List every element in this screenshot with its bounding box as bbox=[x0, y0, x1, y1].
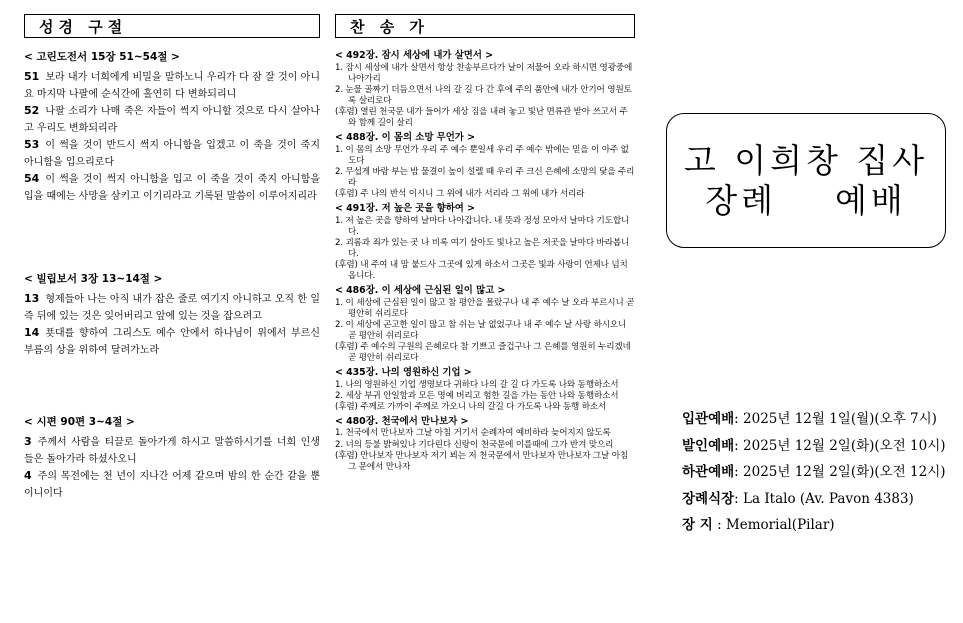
verse-text: 이 썩을 것이 반드시 썩지 아니함을 입겠고 이 죽을 것이 죽지 아니함을 입으리로다 bbox=[24, 140, 320, 168]
schedule-row bbox=[682, 433, 952, 460]
hymn-verse: 1. 저 높은 곳을 향하여 날마다 나아갑니다. 내 뜻과 정성 모아서 날마다 기도합니다. bbox=[335, 215, 630, 237]
verse-text: 나팔 소리가 나매 죽은 자들이 썩지 아니할 것으로 다시 살아나고 우리도 변화되리라 bbox=[24, 106, 320, 134]
scripture-reading-2 bbox=[24, 272, 320, 415]
scripture-reading-1 bbox=[24, 50, 320, 272]
verse-number: 3 bbox=[24, 435, 32, 448]
hymn bbox=[335, 416, 635, 473]
verse-text: 푯대를 향하여 그리스도 예수 안에서 하나님이 위에서 부르신 부름의 상을 위하여 달려가노라 bbox=[24, 328, 320, 356]
hymn-chorus: (후렴) 만나보자 만나보자 저기 뵈는 저 천국문에서 만나보자 만나보자 그날 아침 그 문에서 만나자 bbox=[335, 450, 629, 472]
schedule-label: 장 지 bbox=[682, 517, 713, 533]
scripture-reading-3 bbox=[24, 415, 320, 502]
hymn-verse: 2. 무섭게 바람 부는 밤 물결이 높이 설렐 때 우리 주 크신 은혜에 소망의 닻을 주리라 bbox=[335, 166, 635, 188]
hymn-chorus: (후렴) 내 주여 내 맘 붙드사 그곳에 있게 하소서 그곳은 빛과 사랑이 언제나 넘치옵니다. bbox=[335, 259, 628, 281]
scripture-header: 성경 구절 bbox=[24, 14, 320, 38]
hymn bbox=[335, 367, 635, 413]
schedule-value: : 2025년 12월 1일(월)(오후 7시) bbox=[734, 411, 937, 427]
verse-text: 주의 목전에는 천 년이 지나간 어제 같으며 밤의 한 순간 같을 뿐이니이다 bbox=[24, 471, 320, 499]
hymn-verse: 2. 괴롬과 죄가 있는 곳 나 비록 여기 살아도 빛나고 높은 저곳을 날마다 바라봅니다. bbox=[335, 237, 630, 259]
schedule-row bbox=[682, 512, 952, 539]
verse bbox=[24, 325, 320, 359]
hymn-chorus: (후렴) 주께로 가까이 주께로 가오니 나의 갈길 다 가도록 나와 동행 하소서 bbox=[335, 401, 607, 412]
verse bbox=[24, 69, 320, 103]
deceased-name-title: 고 이희창 집사 bbox=[683, 140, 929, 180]
verse bbox=[24, 137, 320, 171]
schedule-label: 하관예배 bbox=[682, 464, 735, 480]
hymn-verse: 1. 나의 영원하신 기업 생명보다 귀하다 나의 갈 길 다 가도록 나와 동행하소서 bbox=[335, 379, 619, 390]
hymn bbox=[335, 50, 635, 129]
verse-text: 이 썩을 것이 썩지 아니함을 입고 이 죽을 것이 죽지 아니함을 입을 때에는 사망을 삼키고 이기리라고 기록된 말씀이 이루어지리라 bbox=[24, 174, 320, 202]
schedule-row bbox=[682, 486, 952, 513]
scripture-reference: < 고린도전서 15장 51~54절 > bbox=[24, 51, 180, 63]
hymn-title: < 486장. 이 세상에 근심된 일이 많고 > bbox=[335, 285, 506, 297]
schedule-label: 장례식장 bbox=[682, 490, 735, 507]
verse-number: 4 bbox=[24, 469, 32, 482]
verse-number: 51 bbox=[24, 70, 40, 83]
verse bbox=[24, 434, 320, 468]
verse-number: 52 bbox=[24, 104, 40, 117]
hymn-chorus: (후렴) 열린 천국문 내가 들어가 세상 짐을 내려 놓고 빛난 면류관 받아 쓰고서 주와 함께 길이 살리 bbox=[335, 106, 628, 128]
schedule-label: 입관예배 bbox=[682, 411, 735, 427]
hymn-verse: 1. 천국에서 만나보자 그날 아침 거기서 순례자여 예비하라 늦어지지 않도록 bbox=[335, 428, 611, 439]
hymn-title: < 488장. 이 몸의 소망 무언가 > bbox=[335, 132, 475, 144]
hymn-verse: 1. 잠시 세상에 내가 살면서 항상 찬송부르다가 날이 저물어 오라 하시면 영광중에 나아가리 bbox=[335, 62, 633, 84]
schedule-value: : 2025년 12월 2일(화)(오전 12시) bbox=[734, 464, 946, 480]
verse-number: 54 bbox=[24, 172, 40, 185]
hymn-verse: 1. 이 세상에 근심된 일이 많고 참 평안을 몰랐구나 내 주 예수 날 오라 부르시니 곧 평안히 쉬리로다 bbox=[335, 297, 635, 319]
verse-text: 주께서 사람을 티끌로 돌아가게 하시고 말씀하시기를 너희 인생들은 돌아가라 하셨사오니 bbox=[24, 437, 320, 465]
schedule-value: : 2025년 12월 2일(화)(오전 10시) bbox=[734, 437, 946, 454]
hymn-title: < 480장. 천국에서 만나보자 > bbox=[335, 415, 469, 427]
scripture-column bbox=[24, 14, 320, 502]
hymn-verse: 2. 세상 부귀 안일함과 모든 명예 버리고 험한 길을 가는 동안 나와 동행하소서 bbox=[335, 390, 619, 401]
service-column bbox=[666, 0, 948, 623]
verse-number: 53 bbox=[24, 138, 40, 151]
verse bbox=[24, 103, 320, 137]
verse bbox=[24, 468, 320, 502]
hymn-verse: 2. 눈물 골짜기 더듬으면서 나의 갈 길 다 간 후에 주의 품안에 내가 안기어 영원토록 살리로다 bbox=[335, 84, 632, 106]
hymn-title: < 435장. 나의 영원하신 기업 > bbox=[335, 367, 472, 379]
verse-number: 13 bbox=[24, 292, 40, 305]
schedule-row bbox=[682, 459, 952, 486]
verse-number: 14 bbox=[24, 326, 40, 339]
schedule-value: : Memorial(Pilar) bbox=[712, 517, 835, 533]
scripture-reference: < 빌립보서 3장 13~14절 > bbox=[24, 273, 163, 285]
verse-text: 보라 내가 너희에게 비밀을 말하노니 우리가 다 잠 잘 것이 아니요 마지막 나팔에 순식간에 홀연히 다 변화되리니 bbox=[24, 72, 320, 100]
hymns-column bbox=[335, 14, 635, 476]
hymn-verse: 2. 너의 등불 밝혀있나 기다린다 신랑이 천국문에 이를때에 그가 반겨 맞으리 bbox=[335, 439, 614, 450]
schedule-value: : La Italo (Av. Pavon 4383) bbox=[734, 490, 914, 507]
verse bbox=[24, 291, 320, 325]
schedule-row bbox=[682, 406, 952, 433]
schedule-label: 발인예배 bbox=[682, 437, 735, 454]
service-schedule bbox=[682, 406, 952, 539]
hymn-verse: 1. 이 몸의 소망 무언가 우리 주 예수 뿐일세 우리 주 예수 밖에는 믿을 이 아주 없도다 bbox=[335, 144, 629, 166]
hymn-chorus: (후렴) 주 나의 반석 이시니 그 위에 내가 서리라 그 위에 내가 서리라 bbox=[335, 188, 585, 199]
hymn bbox=[335, 285, 635, 364]
hymn bbox=[335, 203, 635, 282]
verse-text: 형제들아 나는 아직 내가 잡은 줄로 여기지 아니하고 오직 한 일 즉 뒤에 있는 것은 잊어버리고 앞에 있는 것을 잡으려고 bbox=[24, 294, 320, 322]
service-type-title: 장례 예배 bbox=[705, 180, 907, 220]
service-title-box bbox=[666, 113, 946, 248]
hymn-title: < 491장. 저 높은 곳을 향하여 > bbox=[335, 203, 475, 215]
hymn-chorus: (후렴) 주 예수의 구원의 은혜로다 참 기쁘고 즐겁구나 그 은혜를 영원히 누리겠네 곧 평안히 쉬리로다 bbox=[335, 341, 631, 364]
scripture-reference: < 시편 90편 3~4절 > bbox=[24, 416, 135, 428]
hymn-title: < 492장. 잠시 세상에 내가 살면서 > bbox=[335, 50, 494, 61]
hymn bbox=[335, 132, 635, 200]
verse bbox=[24, 171, 320, 205]
hymns-header: 찬 송 가 bbox=[335, 14, 635, 38]
hymn-verse: 2. 이 세상에 곤고한 일이 많고 참 쉬는 날 없었구나 내 주 예수 날 사랑 하시오니 곧 평안히 쉬리로다 bbox=[335, 319, 627, 341]
